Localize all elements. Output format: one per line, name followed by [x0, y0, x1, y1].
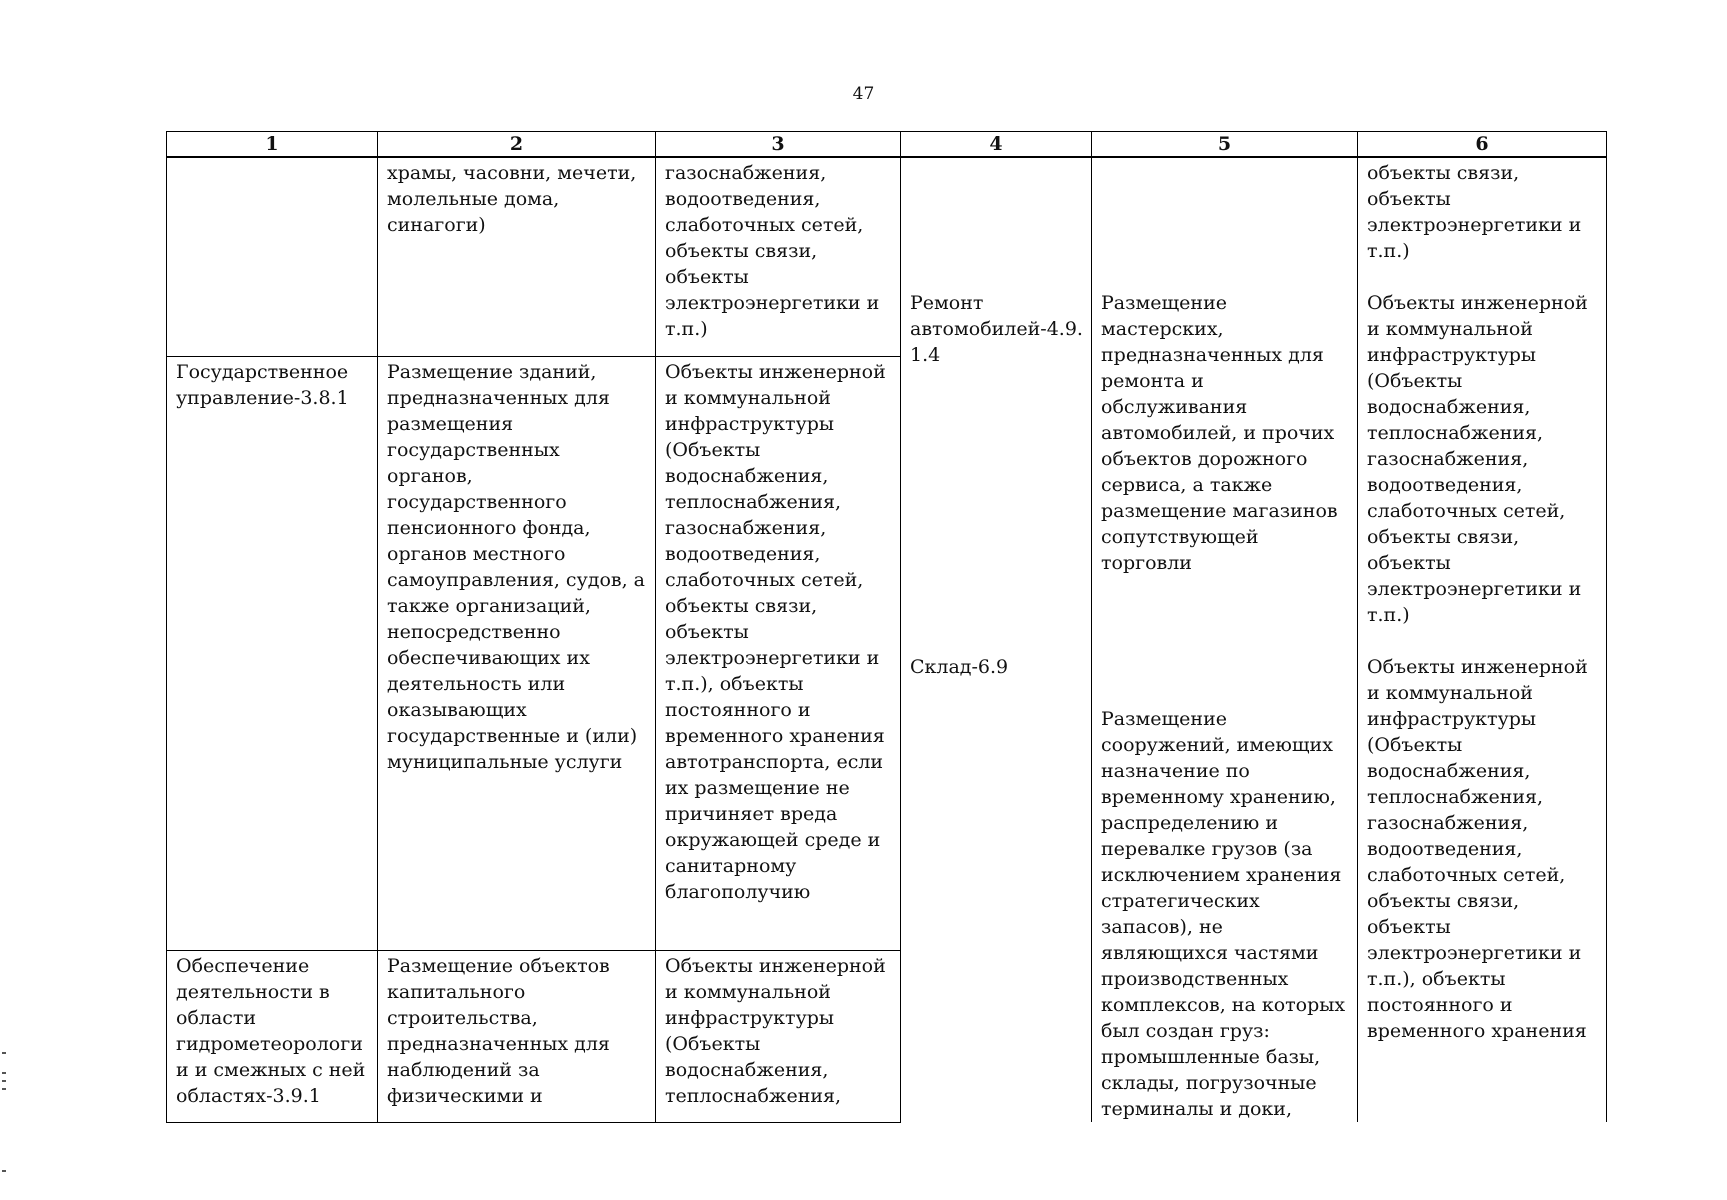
spacer	[1101, 576, 1349, 706]
col4-merged-cell	[901, 157, 1092, 1122]
row-continued-col3: газоснабжения, водоотведения, слаботочных сетей, объекты связи, объекты электроэнергетики и т.п.)	[656, 157, 901, 357]
page-number: 47	[852, 84, 875, 104]
column-header-2: 2	[378, 132, 656, 158]
header-row	[167, 132, 1607, 158]
col5-entry-repair: Размещение мастерских, предназначенных для ремонта и обслуживания автомобилей, и прочих объектов дорожного сервиса, а также размещение магазинов сопутствующей торговли	[1101, 292, 1338, 574]
col6-entry-warehouse: Объекты инженерной и коммунальной инфраструктуры (Объекты водоснабжения, теплоснабжения, газоснабжения, водоотведения, слаботочных сетей, объекты связи, объекты электроэнергетики и т.п.), объекты постоянного и временного хранения	[1367, 656, 1588, 1042]
spacer	[910, 160, 1083, 290]
column-header-3: 3	[656, 132, 901, 158]
row-gov-col3: Объекты инженерной и коммунальной инфраструктуры (Объекты водоснабжения, теплоснабжения, газоснабжения, водоотведения, слаботочных сетей, объекты связи, объекты электроэнергетики и т.п.), объекты постоянного и временного хранения автотранспорта, если их размещение не причиняет вреда окружающей среде и санитарному благополучию	[656, 357, 901, 951]
scan-artifact	[2, 1170, 6, 1172]
col6-entry-continued: объекты связи, объекты электроэнергетики и т.п.)	[1367, 162, 1582, 262]
scan-artifact	[2, 1052, 6, 1054]
row-continued-col1	[167, 157, 378, 357]
spacer	[1367, 264, 1598, 290]
table-row	[167, 157, 1607, 357]
scan-artifact	[2, 1072, 6, 1074]
column-header-5: 5	[1092, 132, 1358, 158]
row-continued-col2: храмы, часовни, мечети, молельные дома, синагоги)	[378, 157, 656, 357]
row-gov-col1: Государственное управление-3.8.1	[167, 357, 378, 951]
document-table-wrapper	[166, 131, 1606, 1120]
row-hydromet-col2: Размещение объектов капитального строительства, предназначенных для наблюдений за физическими и	[378, 951, 656, 1122]
row-gov-col2: Размещение зданий, предназначенных для размещения государственных органов, государственного пенсионного фонда, органов местного самоуправления, судов, а также организаций, непосредственно обеспечивающих их деятельность или оказывающих государственные и (или) муниципальные услуги	[378, 357, 656, 951]
row-hydromet-col3: Объекты инженерной и коммунальной инфраструктуры (Объекты водоснабжения, теплоснабжения,	[656, 951, 901, 1122]
col4-entry-warehouse: Склад-6.9	[910, 656, 1009, 678]
spacer	[910, 368, 1083, 654]
col6-merged-cell	[1358, 157, 1607, 1122]
scan-artifact	[2, 1080, 6, 1082]
column-header-1: 1	[167, 132, 378, 158]
spacer	[1101, 160, 1349, 290]
column-header-6: 6	[1358, 132, 1607, 158]
spacer	[1367, 628, 1598, 654]
scan-artifact	[2, 1088, 6, 1090]
col4-entry-repair: Ремонт автомобилей-4.9.1.4	[910, 292, 1083, 366]
land-use-table	[166, 131, 1607, 1123]
column-header-4: 4	[901, 132, 1092, 158]
row-hydromet-col1: Обеспечение деятельности в области гидрометеорологии и смежных с ней областях-3.9.1	[167, 951, 378, 1122]
col6-entry-repair: Объекты инженерной и коммунальной инфраструктуры (Объекты водоснабжения, теплоснабжения, газоснабжения, водоотведения, слаботочных сетей, объекты связи, объекты электроэнергетики и т.п.)	[1367, 292, 1588, 626]
col5-merged-cell	[1092, 157, 1358, 1122]
col5-entry-warehouse: Размещение сооружений, имеющих назначение по временному хранению, распределению и перевалке грузов (за исключением хранения стратегических запасов), не являющихся частями производственных комплексов, на которых был создан груз: промышленные базы, склады, погрузочные терминалы и доки,	[1101, 708, 1346, 1120]
